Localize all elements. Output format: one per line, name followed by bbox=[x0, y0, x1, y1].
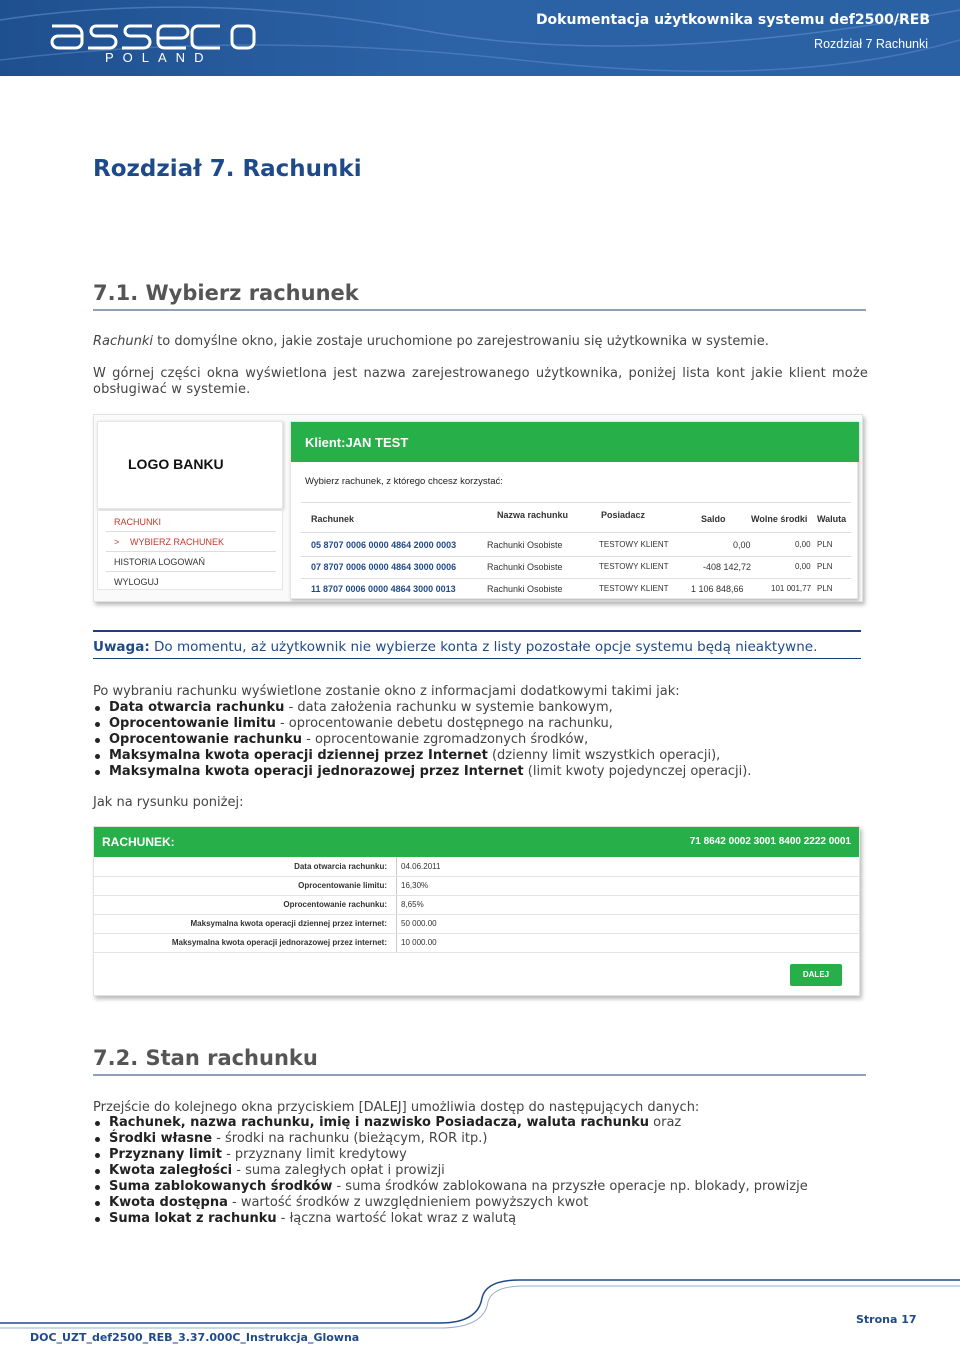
paragraph-additional-info: Po wybraniu rachunku wyświetlone zostanie okno z informacjami dodatkowymi takimi jak: bbox=[93, 684, 680, 699]
asseco-logo bbox=[48, 18, 258, 52]
col-header-account: Rachunek bbox=[311, 514, 355, 524]
note-label: Uwaga: bbox=[93, 639, 150, 655]
account-details-screenshot bbox=[93, 826, 860, 996]
paragraph-2: W górnej części okna wyświetlona jest nazwa zarejestrowanego użytkownika, poniżej lista kont jakie klient może obsługiwać w systemie. bbox=[93, 366, 868, 397]
detail-row: Maksymalna kwota operacji jednorazowej przez internet: 10 000.00 bbox=[94, 934, 859, 953]
list-item: Kwota zaległości - suma zaległych opłat i prowizji bbox=[93, 1163, 808, 1179]
note-top-rule bbox=[93, 630, 861, 632]
note-text: Do momentu, aż użytkownik nie wybierze konta z listy pozostałe opcje systemu będą nieaktywne. bbox=[149, 639, 818, 655]
client-name: Klient:JAN TEST bbox=[305, 435, 409, 450]
page-header bbox=[0, 0, 960, 76]
account-number[interactable]: 05 8707 0006 0000 4864 2000 0003 bbox=[311, 540, 457, 550]
account-free: 101 001,77 bbox=[771, 584, 812, 593]
side-menu bbox=[97, 510, 283, 590]
footer-page-number: Strona 17 bbox=[856, 1313, 917, 1326]
account-row[interactable] bbox=[291, 557, 859, 579]
bank-logo-text: LOGO BANKU bbox=[128, 456, 224, 472]
detail-row: Oprocentowanie rachunku: 8,65% bbox=[94, 896, 859, 915]
list-item: Oprocentowanie limitu - oprocentowanie debetu dostępnego na rachunku, bbox=[93, 716, 751, 732]
account-number[interactable]: 07 8707 0006 0000 4864 3000 0006 bbox=[311, 562, 457, 572]
list-item: Rachunek, nazwa rachunku, imię i nazwisko Posiadacza, waluta rachunku oraz bbox=[93, 1115, 808, 1131]
account-info-list bbox=[93, 700, 751, 780]
menu-arrow-icon: > bbox=[114, 537, 120, 547]
detail-row: Data otwarcia rachunku: 04.06.2011 bbox=[94, 858, 859, 877]
account-row[interactable] bbox=[291, 535, 859, 557]
logo-subtitle: POLAND bbox=[105, 50, 213, 65]
document-title: Dokumentacja użytkownika systemu def2500/REB bbox=[535, 12, 930, 28]
select-account-prompt: Wybierz rachunek, z którego chcesz korzystać: bbox=[305, 476, 503, 487]
section-underline bbox=[93, 309, 866, 311]
next-button[interactable]: DALEJ bbox=[790, 964, 842, 986]
section-underline bbox=[93, 1074, 866, 1076]
col-header-owner: Posiadacz bbox=[601, 510, 646, 520]
account-name: Rachunki Osobiste bbox=[487, 562, 563, 572]
account-currency: PLN bbox=[817, 540, 833, 549]
note-bottom-rule bbox=[93, 658, 861, 659]
list-item: Data otwarcia rachunku - data założenia rachunku w systemie bankowym, bbox=[93, 700, 751, 716]
detail-row: Oprocentowanie limitu: 16,30% bbox=[94, 877, 859, 896]
account-owner: TESTOWY KLIENT bbox=[599, 540, 669, 549]
list-item: Przyznany limit - przyznany limit kredytowy bbox=[93, 1147, 808, 1163]
account-selection-screenshot bbox=[93, 414, 863, 602]
account-currency: PLN bbox=[817, 562, 833, 571]
balance-info-list bbox=[93, 1115, 808, 1227]
accounts-panel bbox=[290, 421, 858, 599]
account-balance: 0,00 bbox=[733, 540, 751, 550]
list-item: Kwota dostępna - wartość środków z uwzględnieniem powyższych kwot bbox=[93, 1195, 808, 1211]
chapter-subtitle: Rozdział 7 Rachunki bbox=[814, 37, 928, 51]
account-name: Rachunki Osobiste bbox=[487, 540, 563, 550]
menu-item-wybierz-rachunek[interactable]: WYBIERZ RACHUNEK bbox=[130, 537, 225, 547]
account-details-header bbox=[94, 827, 859, 857]
section-heading-7-2: 7.2. Stan rachunku bbox=[93, 1046, 318, 1070]
list-item: Suma lokat z rachunku - łączna wartość lokat wraz z walutą bbox=[93, 1211, 808, 1227]
bank-logo-panel bbox=[97, 421, 283, 509]
emphasis-rachunki: Rachunki bbox=[93, 334, 154, 349]
account-number[interactable]: 11 8707 0006 0000 4864 3000 0013 bbox=[311, 584, 456, 594]
list-item: Oprocentowanie rachunku - oprocentowanie zgromadzonych środków, bbox=[93, 732, 751, 748]
list-item: Środki własne - środki na rachunku (bieżącym, ROR itp.) bbox=[93, 1131, 808, 1147]
account-free: 0,00 bbox=[795, 540, 811, 549]
account-owner: TESTOWY KLIENT bbox=[599, 584, 669, 593]
note bbox=[93, 639, 817, 655]
menu-item-historia-logowan[interactable]: HISTORIA LOGOWAŃ bbox=[114, 557, 206, 567]
account-currency: PLN bbox=[817, 584, 833, 593]
account-balance: 1 106 848,66 bbox=[691, 584, 744, 594]
chapter-heading: Rozdział 7. Rachunki bbox=[93, 156, 362, 182]
col-header-balance: Saldo bbox=[701, 514, 726, 524]
menu-item-rachunki[interactable]: RACHUNKI bbox=[114, 517, 162, 527]
paragraph-1 bbox=[93, 334, 868, 350]
list-item: Maksymalna kwota operacji dziennej przez Internet (dzienny limit wszystkich operacji), bbox=[93, 748, 751, 764]
figure-intro: Jak na rysunku poniżej: bbox=[93, 795, 244, 810]
col-header-name: Nazwa rachunku bbox=[497, 510, 569, 520]
account-name: Rachunki Osobiste bbox=[487, 584, 563, 594]
account-owner: TESTOWY KLIENT bbox=[599, 562, 669, 571]
paragraph-1-text: to domyślne okno, jakie zostaje uruchomione po zarejestrowaniu się użytkownika w systemie. bbox=[153, 334, 769, 349]
footer-document-id: DOC_UZT_def2500_REB_3.37.000C_Instrukcja_Glowna bbox=[30, 1331, 360, 1344]
col-header-free: Wolne środki bbox=[751, 514, 808, 524]
list-item: Maksymalna kwota operacji jednorazowej przez Internet (limit kwoty pojedynczej operacji). bbox=[93, 764, 751, 780]
account-balance: -408 142,72 bbox=[703, 562, 752, 572]
client-bar bbox=[291, 422, 859, 462]
menu-item-wyloguj[interactable]: WYLOGUJ bbox=[114, 577, 159, 587]
section-heading-7-1: 7.1. Wybierz rachunek bbox=[93, 281, 359, 305]
list-item: Suma zablokowanych środków - suma środków zablokowana na przyszłe operacje np. blokady, prowizje bbox=[93, 1179, 808, 1195]
col-header-currency: Waluta bbox=[817, 514, 847, 524]
paragraph-stan-intro: Przejście do kolejnego okna przyciskiem [DALEJ] umożliwia dostęp do następujących danych: bbox=[93, 1100, 700, 1115]
detail-row: Maksymalna kwota operacji dziennej przez internet: 50 000.00 bbox=[94, 915, 859, 934]
account-details-title: RACHUNEK: bbox=[102, 835, 175, 849]
account-row[interactable] bbox=[291, 579, 859, 601]
account-free: 0,00 bbox=[795, 562, 811, 571]
account-details-number: 71 8642 0002 3001 8400 2222 0001 bbox=[689, 836, 851, 847]
